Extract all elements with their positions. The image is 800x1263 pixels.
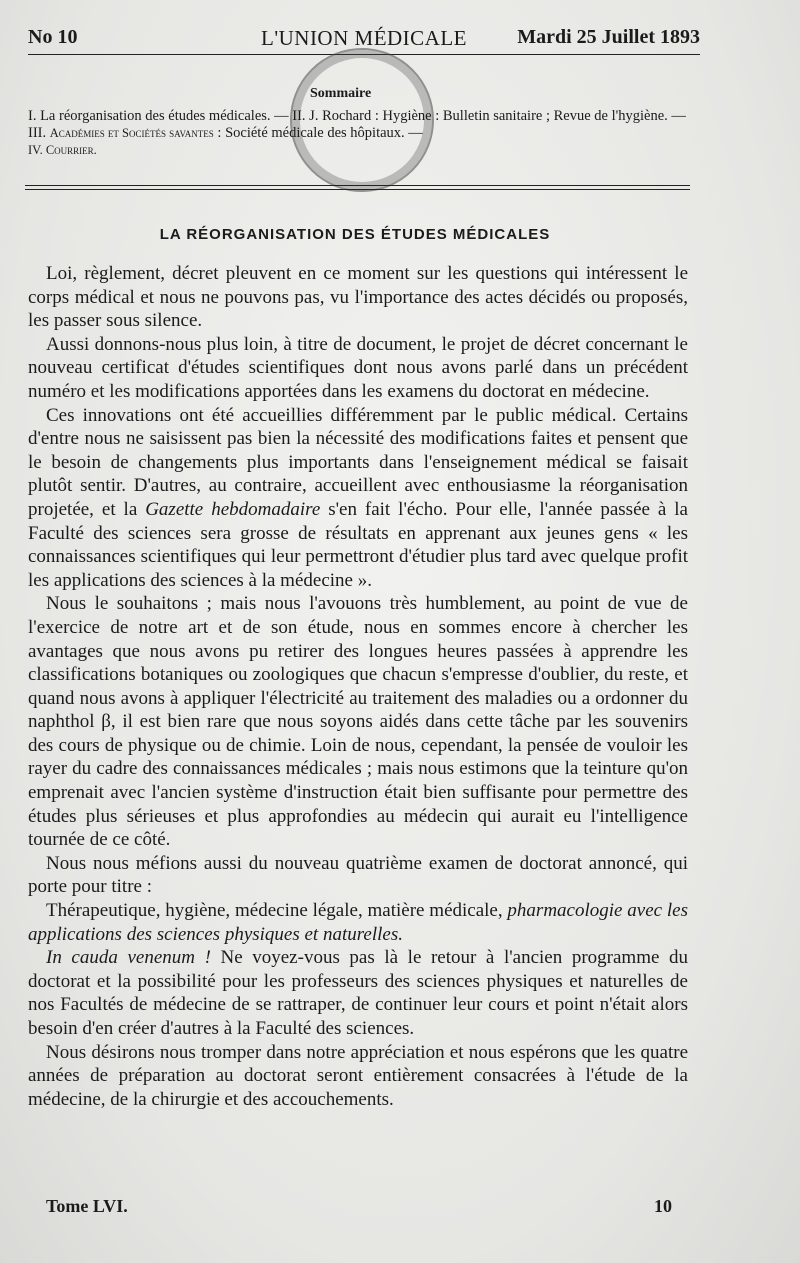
sommaire-academies: Académies et Sociétés savantes [49,126,214,140]
p6-text-a: Thérapeutique, hygiène, médecine légale, matière médicale, [46,900,508,922]
p6-emphasis: pharmacologie avec les applications des sciences physiques et naturelles. [28,900,688,945]
sommaire-line-start: I. La réorganisation des études médicales. — II. J. Rochard : Hygiène : Bulletin sanitaire ; Revue de l'hygiène. — III. [28,108,686,141]
sommaire-line-end: : Société médicale des hôpitaux. — [213,125,423,141]
paragraph-6 [28,899,688,946]
issue-number: No 10 [28,26,78,48]
divider-thick [25,185,690,186]
sommaire-heading: Sommaire [310,86,372,101]
p7-text: Ne voyez-vous pas là le retour à l'ancien programme du doctorat et la possibilité pour les professeurs des sciences physiques et naturelles de nos Facultés de médecine de se rattraper, de continuer leur cours et point n'était alors besoin d'en créer d'autres à la Faculté des sciences. [28,947,689,1039]
page-number: 10 [654,1196,672,1216]
divider-thin [25,189,690,190]
paragraph-4: Nous le souhaitons ; mais nous l'avouons très humblement, au point de vue de l'exercice de notre art et de son étude, nous en sommes encore à chercher les avantages que nous avons pu retirer des longues heures passées à apprendre les classifications botaniques ou zoologiques que chacun s'empresse d'oublier, du reste, et quand nous avons à appliquer l'électricité au traitement des maladies ou a ordonner du naphthol β, il est bien rare que nous soyons aidés dans cette tâche par les souvenirs des cours de physique ou de chimie. Loin de nous, cependant, la pensée de vouloir les rayer du cadre des connaissances médicales ; mais nous estimons que la teinture qu'on emprenait avec l'ancien système d'instruction était bien suffisante pour permettre des études plus sérieuses et plus approfondies au médecin qui aurait eu l'intelligence tournée de ce côté. [28,593,688,851]
paragraph-7 [28,946,688,1040]
paragraph-1: Loi, règlement, décret pleuvent en ce moment sur les questions qui intéressent le corps médical et nous ne pouvons pas, vu l'importance des actes décidés ou proposés, les passer sous silence. [28,263,688,332]
p3-text-a: Ces innovations ont été accueillies différemment par le public médical. Certains d'entre nous ne saisissent pas bien la nécessité des modifications faites et pensent que le besoin de changements plus importants dans l'enseignement médical se faisait plutôt sentir. D'autres, au contraire, accueillent avec enthousiasme la réorganisation projetée, et la [28,404,688,520]
paragraph-2: Aussi donnons-nous plus loin, à titre de document, le projet de décret concernant le nouveau certificat d'études scientifiques dont nous avons parlé dans un précédent numéro et les modifications apportées dans les examens du doctorat en médecine. [28,333,688,402]
article-title: LA RÉORGANISATION DES ÉTUDES MÉDICALES [159,226,551,243]
article-body [28,262,688,1111]
gazette-title: Gazette hebdomadaire [145,498,321,520]
tome-label: Tome LVI. [46,1196,128,1216]
sommaire-contents [28,108,688,159]
issue-date: Mardi 25 Juillet 1893 [517,26,700,48]
paragraph-8: Nous désirons nous tromper dans notre appréciation et nous espérons que les quatre années de préparation au doctorat seront entièrement consacrées à l'étude de la médecine, de la chirurgie et des accouchements. [28,1041,688,1110]
paragraph-3 [28,404,688,593]
paragraph-5: Nous nous méfions aussi du nouveau quatrième examen de doctorat annoncé, qui porte pour titre : [28,852,688,898]
p3-text-b: s'en fait l'écho. Pour elle, l'année passée à la Faculté des sciences sera grosse de résultats en apprenant aux jeunes gens « les connaissances scientifiques qui leur permettront d'étudier plus tard avec quelque profit les applications des sciences à la médecine ». [28,498,688,591]
sommaire-courrier: IV. Courrier. [28,143,97,157]
latin-quote: In cauda venenum ! [46,947,211,969]
journal-title: L'UNION MÉDICALE [261,26,468,50]
